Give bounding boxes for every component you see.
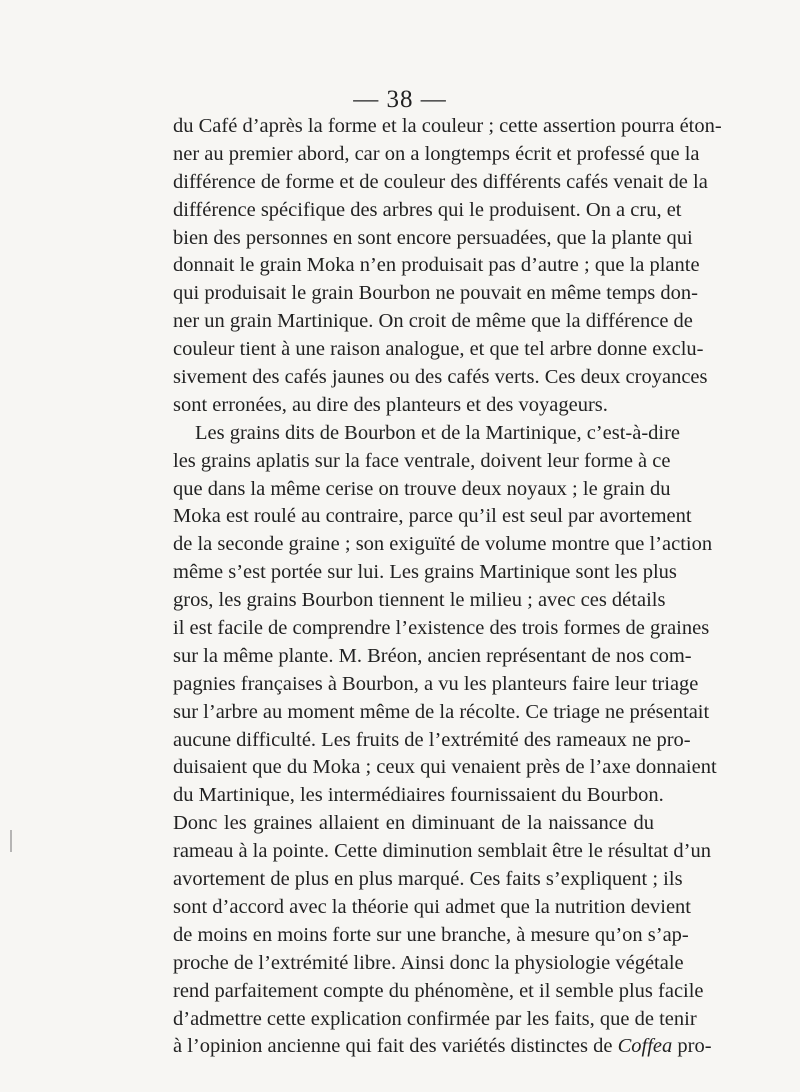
last-line-tail: pro- <box>672 1035 712 1058</box>
text-line: sivement des cafés jaunes ou des cafés verts. Ces deux croyances <box>173 366 708 389</box>
italic-term: Coffea <box>617 1035 673 1058</box>
text-line: sont d’accord avec la théorie qui admet que la nutrition devient <box>173 895 692 918</box>
text-line: qui produisait le grain Bourbon ne pouvait en même temps don- <box>173 282 698 305</box>
text-line: différence spécifique des arbres qui le produisent. On a cru, et <box>173 198 682 221</box>
text-line: les grains aplatis sur la face ventrale, doivent leur forme à ce <box>173 449 671 472</box>
last-line-start: à l’opinion ancienne qui fait des variétés distinctes de <box>173 1035 613 1058</box>
text-line: donnait le grain Moka n’en produisait pas d’autre ; que la plante <box>173 254 700 277</box>
paragraph-start-line: Les grains dits de Bourbon et de la Martinique, c’est-à-dire <box>195 421 681 444</box>
last-text-line <box>173 1033 712 1061</box>
text-line: ner un grain Martinique. On croit de même que la différence de <box>173 310 693 333</box>
margin-mark <box>10 830 12 852</box>
text-line: sur l’arbre au moment même de la récolte. Ce triage ne présentait <box>173 700 710 723</box>
text-line: rameau à la pointe. Cette diminution semblait être le résultat d’un <box>173 840 711 863</box>
text-line: Moka est roulé au contraire, parce qu’il est seul par avortement <box>173 505 692 528</box>
text-line: que dans la même cerise on trouve deux noyaux ; le grain du <box>173 477 671 500</box>
text-line: même s’est portée sur lui. Les grains Martinique sont les plus <box>173 561 677 584</box>
text-line: de moins en moins forte sur une branche, à mesure qu’on s’ap- <box>173 923 689 946</box>
text-line: pagnies françaises à Bourbon, a vu les planteurs faire leur triage <box>173 672 699 695</box>
text-line: couleur tient à une raison analogue, et que tel arbre donne exclu- <box>173 338 704 361</box>
text-line: duisaient que du Moka ; ceux qui venaient près de l’axe donnaient <box>173 756 717 779</box>
text-line: du Martinique, les intermédiaires fournissaient du Bourbon. <box>173 784 664 807</box>
text-line: bien des personnes en sont encore persuadées, que la plante qui <box>173 226 693 249</box>
text-line: ner au premier abord, car on a longtemps écrit et professé que la <box>173 142 700 165</box>
text-line: gros, les grains Bourbon tiennent le milieu ; avec ces détails <box>173 589 666 612</box>
paragraph-end-line: sont erronées, au dire des planteurs et des voyageurs. <box>173 393 608 416</box>
text-line: du Café d’après la forme et la couleur ; cette assertion pourra éton- <box>173 115 722 137</box>
text-line: avortement de plus en plus marqué. Ces faits s’expliquent ; ils <box>173 868 683 891</box>
text-line: d’admettre cette explication confirmée par les faits, que de tenir <box>173 1007 697 1030</box>
text-line: il est facile de comprendre l’existence des trois formes de graines <box>173 617 710 640</box>
page-number: — 38 — <box>353 86 447 113</box>
text-line: rend parfaitement compte du phénomène, et il semble plus facile <box>173 979 704 1002</box>
text-line: différence de forme et de couleur des différents cafés venait de la <box>173 170 708 193</box>
text-line: Donc les graines allaient en diminuant de la naissance du <box>173 812 654 835</box>
text-line: proche de l’extrémité libre. Ainsi donc la physiologie végétale <box>173 951 684 974</box>
text-line: aucune difficulté. Les fruits de l’extrémité des rameaux ne pro- <box>173 728 691 751</box>
body-text <box>173 113 722 1061</box>
text-line: sur la même plante. M. Bréon, ancien représentant de nos com- <box>173 644 692 667</box>
text-line: de la seconde graine ; son exiguïté de volume montre que l’action <box>173 533 713 556</box>
